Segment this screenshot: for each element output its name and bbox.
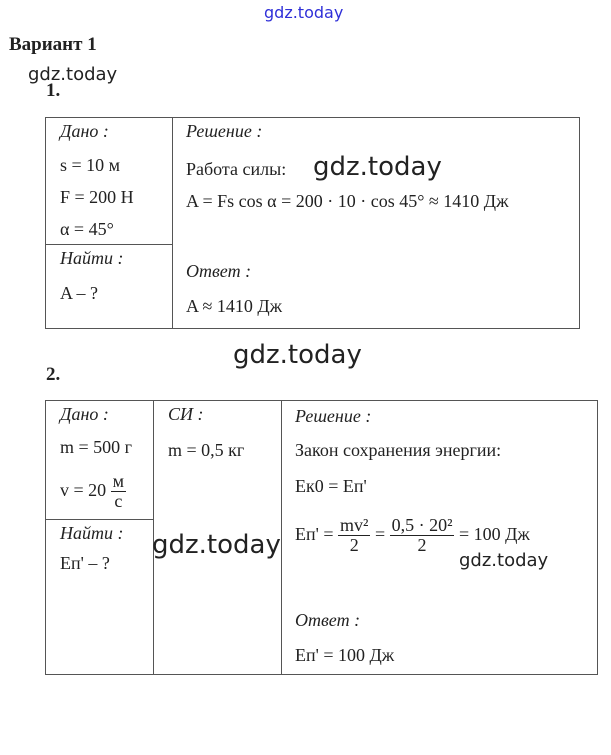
problem-2-answer: Eп' = 100 Дж bbox=[295, 645, 395, 665]
page-title: Вариант 1 bbox=[9, 34, 97, 55]
problem-2-eq2-frac2-num: 0,5 · 20² bbox=[391, 515, 453, 535]
problem-1-given-label: Дано : bbox=[60, 121, 109, 141]
problem-2-eq2-frac2 bbox=[390, 516, 455, 556]
problem-1-find: A – ? bbox=[60, 283, 98, 303]
problem-2-given-v-unit bbox=[111, 472, 126, 512]
problem-1-formula: A = Fs cos α = 200 · 10 · cos 45° ≈ 1410 Дж bbox=[186, 191, 509, 211]
problem-2-eq2-frac1-num: mv² bbox=[340, 515, 369, 535]
problem-1-given-f: F = 200 Н bbox=[60, 187, 134, 207]
watermark-top: gdz.today bbox=[264, 3, 344, 22]
problem-2-given-v-unit-num: м bbox=[112, 471, 125, 491]
problem-2-given-label: Дано : bbox=[60, 404, 109, 424]
watermark-problem-2: gdz.today bbox=[152, 530, 281, 560]
problem-2-law: Закон сохранения энергии: bbox=[295, 440, 502, 460]
problem-2-given-v-unit-den: с bbox=[114, 490, 123, 511]
problem-1-answer: A ≈ 1410 Дж bbox=[186, 296, 283, 316]
problem-1-given-alpha: α = 45° bbox=[60, 219, 114, 239]
problem-1-number: 1. bbox=[46, 80, 61, 101]
watermark-problem-2-small: gdz.today bbox=[459, 550, 549, 571]
problem-2-given-m: m = 500 г bbox=[60, 437, 133, 457]
problem-2-answer-label: Ответ : bbox=[295, 610, 361, 630]
problem-1-given-s: s = 10 м bbox=[60, 155, 121, 175]
problem-2-eq2-frac1-den: 2 bbox=[349, 534, 359, 555]
problem-2-eq2-equals: = bbox=[374, 523, 386, 544]
problem-2-eq2-lhs: Eп' = bbox=[295, 523, 334, 544]
watermark-under-title: gdz.today bbox=[28, 64, 118, 85]
problem-2-si-label: СИ : bbox=[168, 404, 204, 424]
problem-2-eq2-result: = 100 Дж bbox=[458, 523, 530, 544]
problem-2-eq1: Eк0 = Eп' bbox=[295, 476, 367, 496]
problem-1-solution-label: Решение : bbox=[186, 121, 263, 141]
problem-2-given-v-value: v = 20 bbox=[60, 479, 107, 500]
problem-2-find-label: Найти : bbox=[60, 523, 124, 543]
problem-2-eq2-frac1 bbox=[338, 516, 370, 556]
problem-1-find-label: Найти : bbox=[60, 248, 124, 268]
watermark-problem-1: gdz.today bbox=[313, 152, 442, 182]
problem-2-solution-label: Решение : bbox=[295, 406, 372, 426]
problem-2-find: Eп' – ? bbox=[60, 553, 110, 573]
problem-2-si: m = 0,5 кг bbox=[168, 440, 245, 460]
watermark-between: gdz.today bbox=[233, 340, 362, 370]
problem-2-given-v bbox=[60, 472, 126, 512]
problem-1-answer-label: Ответ : bbox=[186, 261, 252, 281]
problem-1-work-text: Работа силы: bbox=[186, 159, 287, 179]
problem-2-number: 2. bbox=[46, 364, 61, 385]
problem-2-eq2-frac2-den: 2 bbox=[417, 534, 427, 555]
